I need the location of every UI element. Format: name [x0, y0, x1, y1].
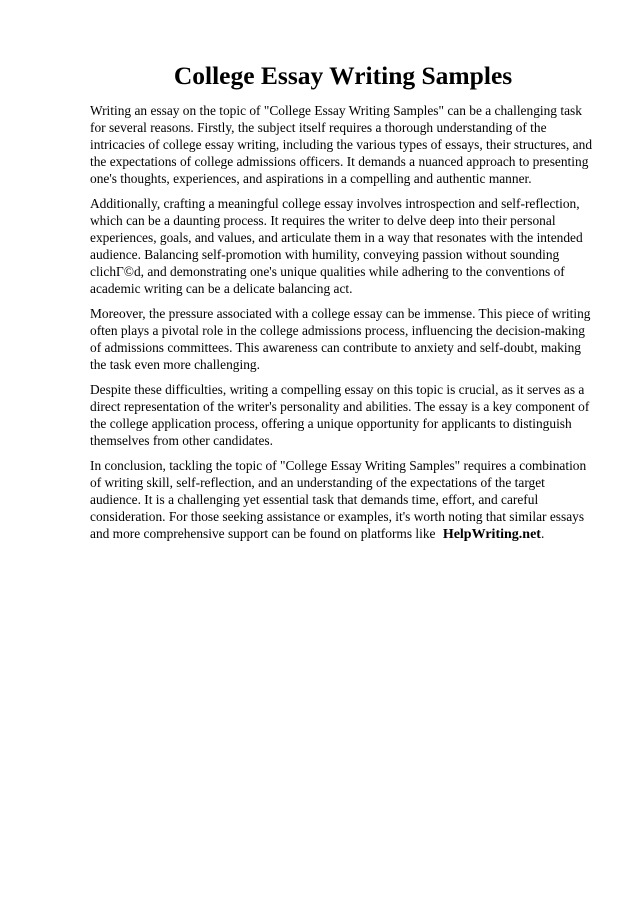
paragraph-4: Despite these difficulties, writing a compelling essay on this topic is crucial, as it serves as a direct representation of the writer's personality and abilities. The essay is a key component of the college application process, offering a unique opportunity for applicants to distinguish themselves from other candidates. [90, 382, 590, 448]
page-title: College Essay Writing Samples [173, 61, 513, 90]
paragraph-3: Moreover, the pressure associated with a college essay can be immense. This piece of writing often plays a pivotal role in the college admissions process, influencing the decision-making of admissions committees. This awareness can contribute to anxiety and self-doubt, making the task even more challenging. [90, 306, 591, 372]
paragraph-2: Additionally, crafting a meaningful college essay involves introspection and self-reflection, which can be a daunting process. It requires the writer to delve deep into their personal experiences, goals, and values, and articulate them in a way that resonates with the intended audience. Balancing self-promotion with humility, conveying passion without sounding clichΓ©d, and demonstrating one's unique qualities while adhering to the conventions of academic writing can be a delicate balancing act. [90, 196, 583, 296]
helpwriting-link[interactable]: HelpWriting.net [442, 527, 541, 542]
paragraph-conclusion [90, 457, 596, 543]
conclusion-text: In conclusion, tackling the topic of "College Essay Writing Samples" requires a combination of writing skill, self-reflection, and an understanding of the expectations of the target audience. It is a challenging yet essential task that demands time, effort, and careful consideration. For those seeking assistance or examples, it's worth noting that similar essays and more comprehensive support can be found on platforms like [90, 458, 587, 541]
document-body [90, 102, 596, 551]
paragraph-1: Writing an essay on the topic of "College Essay Writing Samples" can be a challenging task for several reasons. Firstly, the subject itself requires a thorough understanding of the intricacies of college essay writing, including the various types of essays, their structures, and the expectations of college admissions officers. It demands a nuanced approach to presenting one's thoughts, experiences, and aspirations in a compelling and authentic manner. [90, 103, 593, 186]
conclusion-end: . [540, 526, 545, 541]
